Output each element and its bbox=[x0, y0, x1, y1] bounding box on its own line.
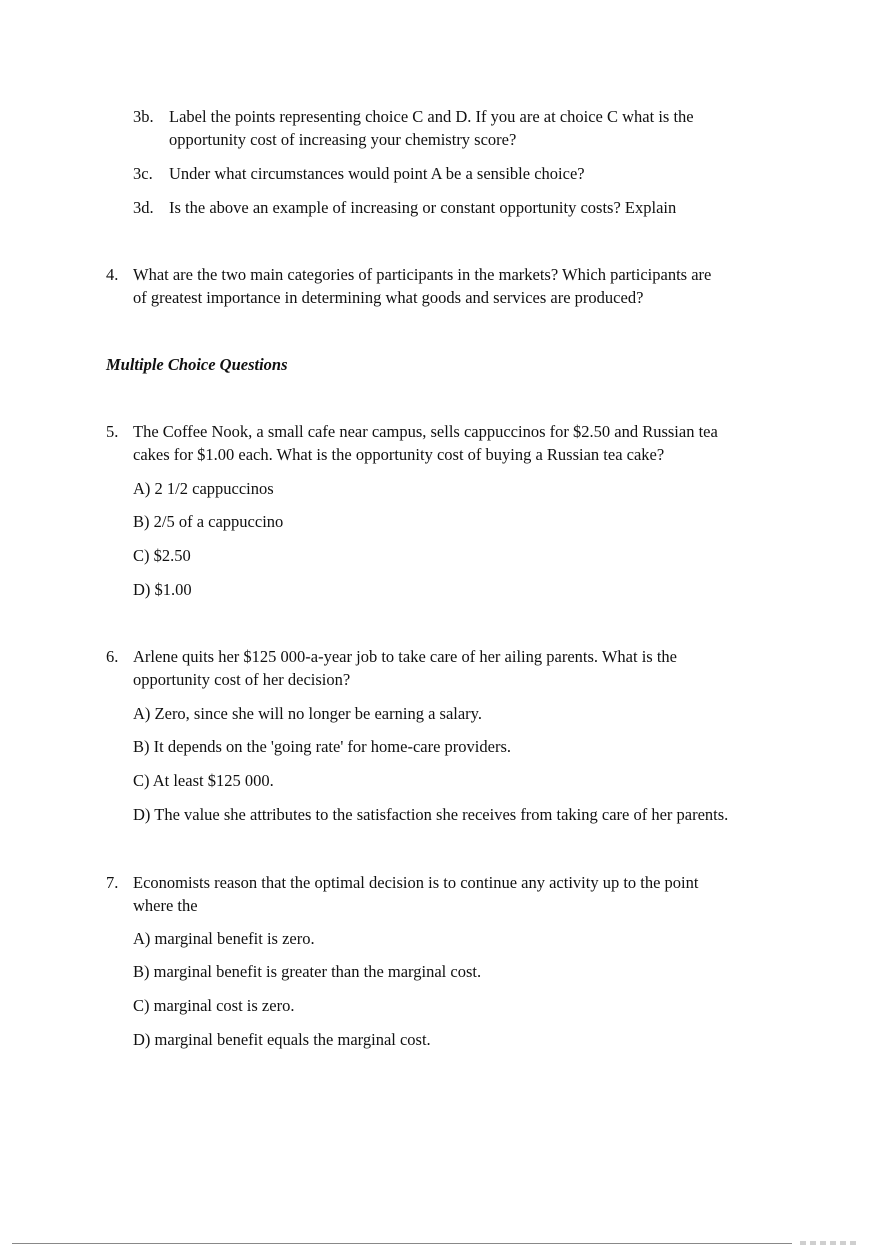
question-7-option-c: C) marginal cost is zero. bbox=[133, 996, 295, 1015]
question-7-option-d: D) marginal benefit equals the marginal cost. bbox=[133, 1030, 431, 1049]
question-3b-label: 3b. bbox=[133, 107, 154, 126]
question-6-number: 6. bbox=[106, 647, 119, 666]
question-3b-text-line-1: Label the points representing choice C and D. If you are at choice C what is the bbox=[169, 107, 694, 126]
question-6-option-b: B) It depends on the 'going rate' for home-care providers. bbox=[133, 737, 511, 756]
section-heading: Multiple Choice Questions bbox=[106, 355, 288, 374]
question-5-option-a: A) 2 1/2 cappuccinos bbox=[133, 479, 274, 498]
question-6-text-line-1: Arlene quits her $125 000-a-year job to take care of her ailing parents. What is the bbox=[133, 647, 678, 666]
question-4-number: 4. bbox=[106, 265, 119, 284]
question-3d-text: Is the above an example of increasing or constant opportunity costs? Explain bbox=[169, 198, 677, 217]
question-6-option-a: A) Zero, since she will no longer be earning a salary. bbox=[133, 704, 482, 723]
question-3c-text: Under what circumstances would point A be a sensible choice? bbox=[169, 164, 585, 183]
question-3d-label: 3d. bbox=[133, 198, 154, 217]
question-5-number: 5. bbox=[106, 422, 119, 441]
question-3c-label: 3c. bbox=[133, 164, 153, 183]
question-7-text-line-2: where the bbox=[133, 896, 198, 915]
footer-faint-mark bbox=[800, 1241, 860, 1245]
question-5-option-b: B) 2/5 of a cappuccino bbox=[133, 512, 284, 531]
question-7-option-a: A) marginal benefit is zero. bbox=[133, 929, 315, 948]
question-4-text-line-1: What are the two main categories of participants in the markets? Which participants are bbox=[133, 265, 712, 284]
question-7-number: 7. bbox=[106, 873, 119, 892]
question-5-option-d: D) $1.00 bbox=[133, 580, 192, 599]
question-7-option-b: B) marginal benefit is greater than the marginal cost. bbox=[133, 962, 482, 981]
question-6-option-d: D) The value she attributes to the satisfaction she receives from taking care of her parents. bbox=[133, 805, 729, 824]
question-6-text-line-2: opportunity cost of her decision? bbox=[133, 670, 351, 689]
question-5-option-c: C) $2.50 bbox=[133, 546, 191, 565]
question-5-text-line-2: cakes for $1.00 each. What is the opportunity cost of buying a Russian tea cake? bbox=[133, 445, 665, 464]
question-3b-text-line-2: opportunity cost of increasing your chemistry score? bbox=[169, 130, 517, 149]
question-5-text-line-1: The Coffee Nook, a small cafe near campus, sells cappuccinos for $2.50 and Russian tea bbox=[133, 422, 718, 441]
footer-divider bbox=[12, 1243, 792, 1244]
question-4-text-line-2: of greatest importance in determining what goods and services are produced? bbox=[133, 288, 644, 307]
question-6-option-c: C) At least $125 000. bbox=[133, 771, 274, 790]
question-7-text-line-1: Economists reason that the optimal decision is to continue any activity up to the point bbox=[133, 873, 699, 892]
